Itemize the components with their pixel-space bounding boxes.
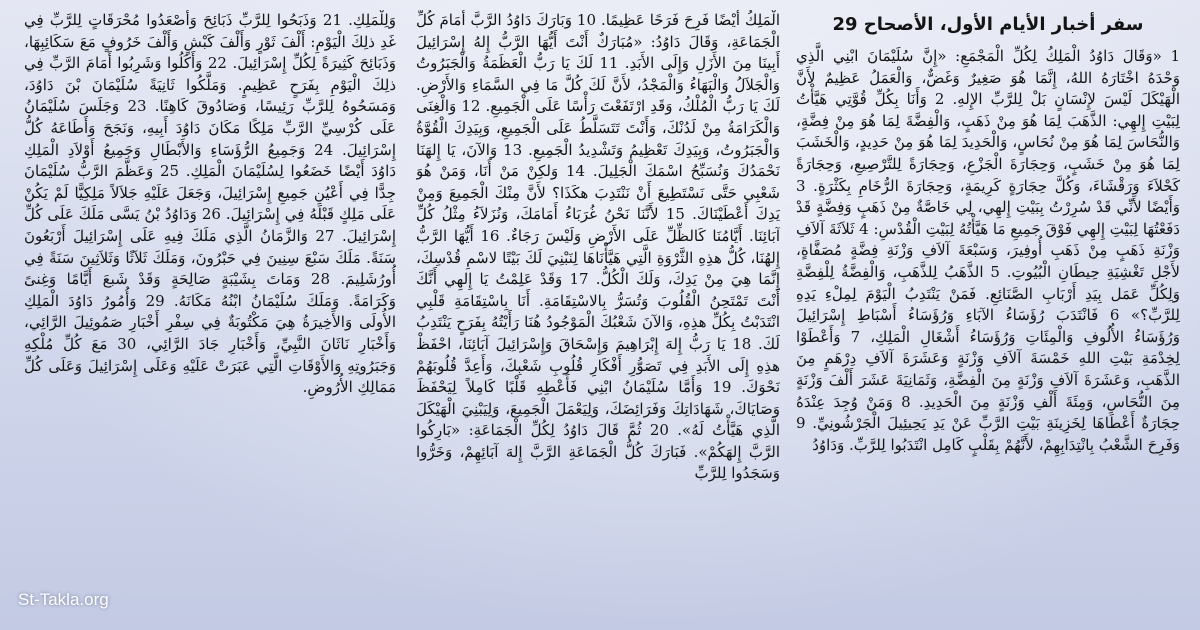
text-column-middle <box>416 10 780 610</box>
text-column-right <box>796 10 1180 610</box>
chapter-title: سفر أخبار الأيام الأول، الأصحاح 29 <box>832 14 1144 35</box>
site-watermark: St-Takla.org <box>18 590 109 609</box>
column-text-middle: الْمَلِكُ أَيْضًا فَرِحَ فَرَحًا عَظِيمًا. 10 وَبَارَكَ دَاوُدُ الرَّبَّ أَمَامَ كُلِّ الْجَمَاعَةِ، وَقَالَ دَاوُدُ: «مُبَارَكٌ أَنْتَ أَيُّهَا الرَّبُّ إِلهُ إِسْرَائِيلَ أَبِينَا مِنَ الأَزَلِ وَإِلَى الأَبَدِ. 11 لَكَ يَا رَبُّ الْعَظَمَةُ وَالْجَبَرُوتُ وَالْجَلاَلُ وَالْبَهَاءُ وَالْمَجْدُ، لأَنَّ لَكَ كُلَّ مَا فِي السَّمَاءِ وَالأَرْضِ. لَكَ يَا رَبُّ الْمُلْكُ، وَقَدِ ارْتَفَعْتَ رَأْسًا عَلَى الْجَمِيعِ. 12 وَالْغِنَى وَالْكَرَامَةُ مِنْ لَدُنْكَ، وَأَنْتَ تَتَسَلَّطُ عَلَى الْجَمِيعِ، وَبِيَدِكَ الْقُوَّةُ وَالْجَبَرُوتُ، وَبِيَدِكَ تَعْظِيمُ وَتَشْدِيدُ الْجَمِيعِ. 13 وَالآنَ، يَا إِلهَنَا نَحْمَدُكَ وَنُسَبِّحُ اسْمَكَ الْجَلِيلَ. 14 وَلكِنْ مَنْ أَنَا، وَمَنْ هُوَ شَعْبِي حَتَّى نَسْتَطِيعَ أَنْ نَنْتَدِبَ هكَذَا؟ لأَنَّ مِنْكَ الْجَمِيعَ وَمِنْ يَدِكَ أَعْطَيْنَاكَ. 15 لأَنَّنَا نَحْنُ غُرَبَاءُ أَمَامَكَ، وَنُزَلاَءُ مِثْلُ كُلِّ آبَائِنَا. أَيَّامُنَا كَالظِّلِّ عَلَى الأَرْضِ وَلَيْسَ رَجَاءٌ. 16 أَيُّهَا الرَّبُّ إِلهُنَا، كُلُّ هذِهِ الثَّرْوَةِ الَّتِي هَيَّأْنَاهَا لِنَبْنِيَ لَكَ بَيْتًا لاسْمِ قُدْسِكَ، إِنَّمَا هِيَ مِنْ يَدِكَ، وَلَكَ الْكُلُّ. 17 وَقَدْ عَلِمْتُ يَا إِلهِي أَنَّكَ أَنْتَ تَمْتَحِنُ الْقُلُوبَ وَتُسَرُّ بِالاسْتِقَامَةِ. أَنَا بِاسْتِقَامَةِ قَلْبِي انْتَدَبْتُ بِكُلِّ هذِهِ، وَالآنَ شَعْبُكَ الْمَوْجُودُ هُنَا رَأَيْتُهُ بِفَرَحٍ يَنْتَدِبُ لَكَ. 18 يَا رَبُّ إِلهَ إِبْرَاهِيمَ وَإِسْحَاقَ وَإِسْرَائِيلَ آبَائِنَا، احْفَظْ هذِهِ إِلَى الأَبَدِ فِي تَصَوُّرِ أَفْكَارِ قُلُوبِ شَعْبِكَ، وَأَعِدَّ قُلُوبَهُمْ نَحْوَكَ. 19 وَأَمَّا سُلَيْمَانُ ابْنِي فَأَعْطِهِ قَلْبًا كَامِلاً لِيَحْفَظَ وَصَايَاكَ، شَهَادَاتِكَ وَفَرَائِضَكَ، وَلِيَعْمَلَ الْجَمِيعَ، وَلِيَبْنِيَ الْهَيْكَلَ الَّذِي هَيَّأْتُ لَهُ». 20 ثُمَّ قَالَ دَاوُدُ لِكُلِّ الْجَمَاعَةِ: «بَارِكُوا الرَّبَّ إِلهَكُمْ». فَبَارَكَ كُلُّ الْجَمَاعَةِ الرَّبَّ إِلهَ آبَائِهِمْ، وَخَرُّوا وَسَجَدُوا لِلرَّبِّ <box>416 11 780 483</box>
column-text-left: وَلِلْمَلِكِ. 21 وَذَبَحُوا لِلرَّبِّ ذَبَائِحَ وَأَصْعَدُوا مُحْرَقَاتٍ لِلرَّبِّ فِي غَدِ ذلِكَ الْيَوْمِ: أَلْفَ ثَوْرٍ وَأَلْفَ كَبْشٍ وَأَلْفَ خَرُوفٍ مَعَ سَكَائِبِهَا، وَذَبَائِحَ كَثِيرَةً لِكُلِّ إِسْرَائِيلَ. 22 وَأَكَلُوا وَشَرِبُوا أَمَامَ الرَّبِّ فِي ذلِكَ الْيَوْمِ بِفَرَحٍ عَظِيمٍ. وَمَلَّكُوا ثَانِيَةً سُلَيْمَانَ بْنَ دَاوُدَ، وَمَسَحُوهُ لِلرَّبِّ رَئِيسًا، وَصَادُوقَ كَاهِنًا. 23 وَجَلَسَ سُلَيْمَانُ عَلَى كُرْسِيِّ الرَّبِّ مَلِكًا مَكَانَ دَاوُدَ أَبِيهِ، وَنَجَحَ وَأَطَاعَهُ كُلُّ إِسْرَائِيلَ. 24 وَجَمِيعُ الرُّؤَسَاءِ وَالأَبْطَالِ وَجَمِيعُ أَوْلاَدِ الْمَلِكِ دَاوُدَ أَيْضًا خَضَعُوا لِسُلَيْمَانَ الْمَلِكِ. 25 وَعَظَّمَ الرَّبُّ سُلَيْمَانَ جِدًّا فِي أَعْيُنِ جَمِيعِ إِسْرَائِيلَ، وَجَعَلَ عَلَيْهِ جَلاَلاً مَلِكِيًّا لَمْ يَكُنْ عَلَى مَلِكٍ قَبْلَهُ فِي إِسْرَائِيلَ. 26 وَدَاوُدُ بْنُ يَسَّى مَلَكَ عَلَى كُلِّ إِسْرَائِيلَ. 27 وَالزَّمَانُ الَّذِي مَلَكَ فِيهِ عَلَى إِسْرَائِيلَ أَرْبَعُونَ سَنَةً. مَلَكَ سَبْعَ سِنِينَ فِي حَبْرُونَ، وَمَلَكَ ثَلاَثًا وَثَلاَثِينَ سَنَةً فِي أُورُشَلِيمَ. 28 وَمَاتَ بِشَيْبَةٍ صَالِحَةٍ وَقَدْ شَبعَ أَيَّامًا وَغِنىً وَكَرَامَةً. وَمَلَكَ سُلَيْمَانُ ابْنُهُ مَكَانَهُ. 29 وَأُمُورُ دَاوُدَ الْمَلِكِ الأُولَى وَالأَخِيرَةُ هِيَ مَكْتُوبَةٌ فِي سِفْرِ أَخْبَارِ صَمُوئِيلَ الرَّائِي، وَأَخْبَارِ نَاثَانَ النَّبِيِّ، وَأَخْبَارِ جَادَ الرَّائِي، 30 مَعَ كُلِّ مُلْكِهِ وَجَبَرُوتِهِ وَالأَوْقَاتِ الَّتِي عَبَرَتْ عَلَيْهِ وَعَلَى إِسْرَائِيلَ وَعَلَى كُلِّ مَمَالِكِ الأُرُوضِ. <box>24 11 396 397</box>
text-column-left <box>24 10 396 610</box>
column-text-right: 1 «وَقَالَ دَاوُدُ الْمَلِكُ لِكُلِّ الْمَجْمَعِ: «إِنَّ سُلَيْمَانَ ابْنِي الَّذِي وَحْدَهُ اخْتَارَهُ اللهُ، إِنَّمَا هُوَ صَغِيرٌ وَغَضٌّ، وَالْعَمَلُ عَظِيمٌ لأَنَّ الْهَيْكَلَ لَيْسَ لإِنْسَانٍ بَلْ لِلرَّبِّ الإِلهِ. 2 وَأَنَا بِكُلِّ قُوَّتِي هَيَّأْتُ لِبَيْتِ إِلهِي: الذَّهَبَ لِمَا هُوَ مِنْ ذَهَبٍ، وَالْفِضَّةَ لِمَا هُوَ مِنْ فِضَّةٍ، وَالنُّحَاسَ لِمَا هُوَ مِنْ نُحَاسٍ، وَالْحَدِيدَ لِمَا هُوَ مِنْ حَدِيدٍ، وَالْخَشَبَ لِمَا هُوَ مِنْ خَشَبٍ، وَحِجَارَةَ الْجَزْعِ، وَحِجَارَةً لِلتَّرْصِيعِ، وَحِجَارَةً كَحْلاَءَ وَرَقْشَاءَ، وَكُلَّ حِجَارَةٍ كَرِيمَةٍ، وَحِجَارَةَ الرُّخَامِ بِكَثْرَةٍ. 3 وَأَيْضًا لأَنِّي قَدْ سُرِرْتُ بِبَيْتِ إِلهِي، لِي خَاصَّةٌ مِنْ ذَهَبٍ وَفِضَّةٍ قَدْ دَفَعْتُهَا لِبَيْتِ إِلهِي فَوْقَ جَمِيعِ مَا هَيَّأْتُهُ لِبَيْتِ الْقُدْسِ: 4 ثَلاَثَةَ آلاَفِ وَزْنَةِ ذَهَبٍ مِنْ ذَهَبِ أُوفِيرَ، وَسَبْعَةَ آلاَفِ وَزْنَةِ فِضَّةٍ مُصَفَّاةٍ، لأَجْلِ تَغْشِيَةِ حِيطَانِ الْبُيُوتِ. 5 الذَّهَبُ لِلذَّهَبِ، وَالْفِضَّةُ لِلْفِضَّةِ وَلِكُلِّ عَمَل بِيَدِ أَرْبَابِ الصَّنَائِعِ. فَمَنْ يَنْتَدِبُ الْيَوْمَ لِمِلْءِ يَدِهِ لِلرَّبِّ؟» 6 فَانْتَدَبَ رُؤَسَاءُ الآبَاءِ وَرُؤَسَاءُ أَسْبَاطِ إِسْرَائِيلَ وَرُؤَسَاءُ الأُلُوفِ وَالْمِئَاتِ وَرُؤَسَاءُ أَشْغَالِ الْمَلِكِ، 7 وَأَعْطَوْا لِخِدْمَةِ بَيْتِ اللهِ خَمْسَةَ آلاَفِ وَزْنَةٍ وَعَشَرَةَ آلاَفِ دِرْهَمٍ مِنَ الذَّهَبِ، وَعَشَرَةَ آلاَفِ وَزْنَةٍ مِنَ الْفِضَّةِ، وَثَمَانِيَةَ عَشَرَ أَلْفَ وَزْنَةٍ مِنَ النُّحَاسِ، وَمِئَةَ أَلْفِ وَزْنَةٍ مِنَ الْحَدِيدِ. 8 وَمَنْ وُجِدَ عِنْدَهُ حِجَارَةٌ أَعْطَاهَا لِخَزِينَةِ بَيْتِ الرَّبِّ عَنْ يَدِ يَحِيئِيلَ الْجَرْشُونِيِّ. 9 وَفَرِحَ الشَّعْبُ بِانْتِدَابِهِمْ، لأَنَّهُمْ بِقَلْبٍ كَامِل انْتَدَبُوا لِلرَّبِّ. وَدَاوُدُ <box>796 47 1180 454</box>
